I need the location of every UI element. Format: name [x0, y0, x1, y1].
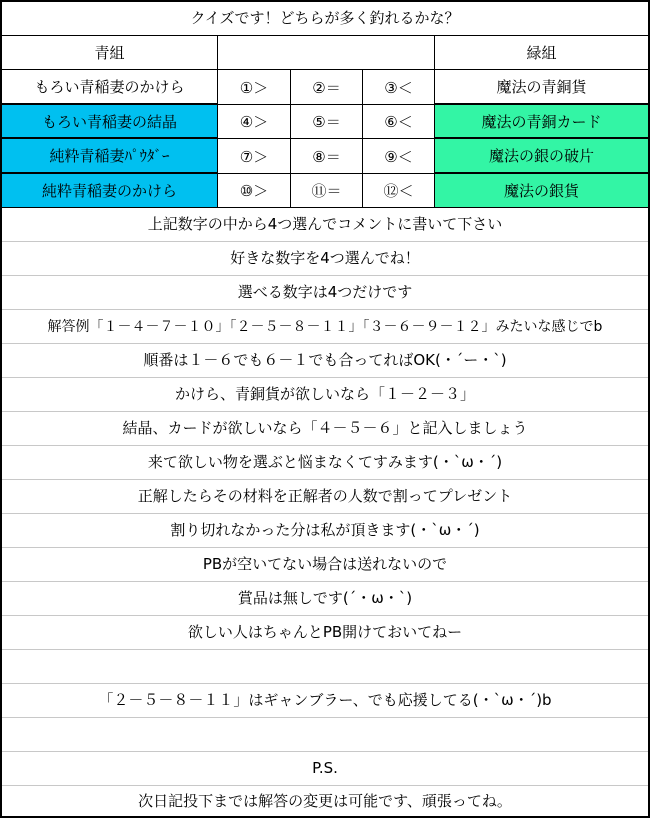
choice-cell: [291, 105, 363, 139]
note-text: 賞品は無しです(´・ω・`): [237, 589, 413, 607]
note-text: 次日記投下までは解答の変更は可能です、頑張ってね。: [138, 791, 512, 810]
note-row: [2, 514, 648, 548]
note-text: 欲しい人はちゃんとPB開けておいてねー: [187, 623, 463, 641]
note-text: 来て欲しい物を選ぶと悩まなくてすみます(・`ω・´): [147, 453, 503, 471]
choice-label: ③＜: [384, 78, 413, 97]
choice-label: ⑥＜: [384, 113, 413, 131]
choice-label: ⑩＞: [239, 182, 269, 200]
note-row: [2, 208, 648, 242]
choice-cell: [363, 70, 435, 105]
choice-label: ④＞: [239, 113, 269, 131]
blue-item-label: もろい青稲妻の結晶: [41, 112, 177, 131]
note-row: [2, 446, 648, 480]
choice-cell: [291, 139, 363, 174]
choice-label: ①＞: [239, 78, 269, 97]
note-row: [2, 378, 648, 412]
green-item-cell: [435, 105, 648, 139]
green-item-label: 魔法の銀貨: [503, 182, 579, 200]
choice-label: ②＝: [312, 78, 341, 97]
green-item-label: 魔法の青銅カード: [481, 112, 602, 131]
green-item-cell: [435, 139, 648, 174]
choice-cell: [218, 70, 291, 105]
note-text: 割り切れなかった分は私が頂きます(・`ω・´): [170, 521, 480, 539]
note-text: 解答例「１－４－７－１０」「２－５－８－１１」「３－６－９－１２」みたいな感じでb: [47, 318, 603, 335]
green-item-cell: [435, 70, 648, 105]
choice-cell: [363, 105, 435, 139]
choice-cell: [218, 105, 291, 139]
blue-item-label: 純粋青稲妻のかけら: [41, 182, 177, 200]
choice-cell: [291, 174, 363, 208]
note-text: かけら、青銅貨が欲しいなら「１－２－３」: [174, 385, 475, 403]
choice-cell: [363, 174, 435, 208]
note-text: 結晶、カードが欲しいなら「４－５－６」と記入しましょう: [122, 419, 528, 437]
note-text: P.S.: [312, 759, 338, 777]
note-row: [2, 412, 648, 446]
header-green-team: [435, 36, 648, 70]
header-blue-label: 青組: [94, 44, 125, 62]
green-item-label: 魔法の青銅貨: [496, 78, 587, 96]
blue-item-cell: [2, 70, 218, 105]
choice-label: ⑦＞: [239, 147, 269, 166]
note-row-empty: [2, 650, 648, 684]
choice-label: ⑪＝: [311, 182, 342, 200]
note-row: [2, 480, 648, 514]
note-text: PBが空いてない場合は送れないので: [202, 555, 448, 573]
header-middle: [218, 36, 435, 70]
choice-label: ⑫＜: [383, 182, 414, 200]
choice-cell: [218, 174, 291, 208]
blue-item-cell: [2, 139, 218, 174]
note-row: [2, 582, 648, 616]
note-text: 好きな数字を4つ選んでね！: [230, 249, 420, 267]
header-green-label: 緑組: [526, 44, 557, 62]
note-row: [2, 276, 648, 310]
green-item-cell: [435, 174, 648, 208]
title-text: クイズです！どちらが多く釣れるかな？: [190, 9, 460, 27]
choice-cell: [291, 70, 363, 105]
header-blue-team: [2, 36, 218, 70]
choice-label: ⑤＝: [312, 113, 341, 131]
title-row: [2, 2, 648, 36]
note-row: [2, 548, 648, 582]
note-row-empty: [2, 718, 648, 752]
note-text: 順番は１－６でも６－１でも合ってればOK(・´ー・`): [143, 351, 507, 369]
note-text: 「２－５－８－１１」はギャンブラー、でも応援してる(・`ω・´)b: [98, 691, 552, 709]
blue-item-label: もろい青稲妻のかけら: [34, 78, 185, 96]
note-text: 正解したらその材料を正解者の人数で割ってプレゼント: [137, 487, 513, 505]
note-row-ps: [2, 752, 648, 786]
note-row: [2, 616, 648, 650]
note-row: [2, 310, 648, 344]
choice-cell: [363, 139, 435, 174]
note-text: 上記数字の中から4つ選んでコメントに書いて下さい: [147, 215, 503, 233]
note-row: [2, 242, 648, 276]
note-row: [2, 786, 648, 816]
blue-item-cell: [2, 105, 218, 139]
note-row: [2, 344, 648, 378]
note-row: [2, 684, 648, 718]
note-text: 選べる数字は4つだけです: [237, 283, 413, 301]
choice-label: ⑧＝: [312, 147, 341, 166]
choice-label: ⑨＜: [384, 147, 413, 166]
green-item-label: 魔法の銀の破片: [488, 147, 594, 165]
blue-item-label: 純粋青稲妻ﾊﾟｳﾀﾞｰ: [49, 147, 170, 165]
choice-cell: [218, 139, 291, 174]
blue-item-cell: [2, 174, 218, 208]
